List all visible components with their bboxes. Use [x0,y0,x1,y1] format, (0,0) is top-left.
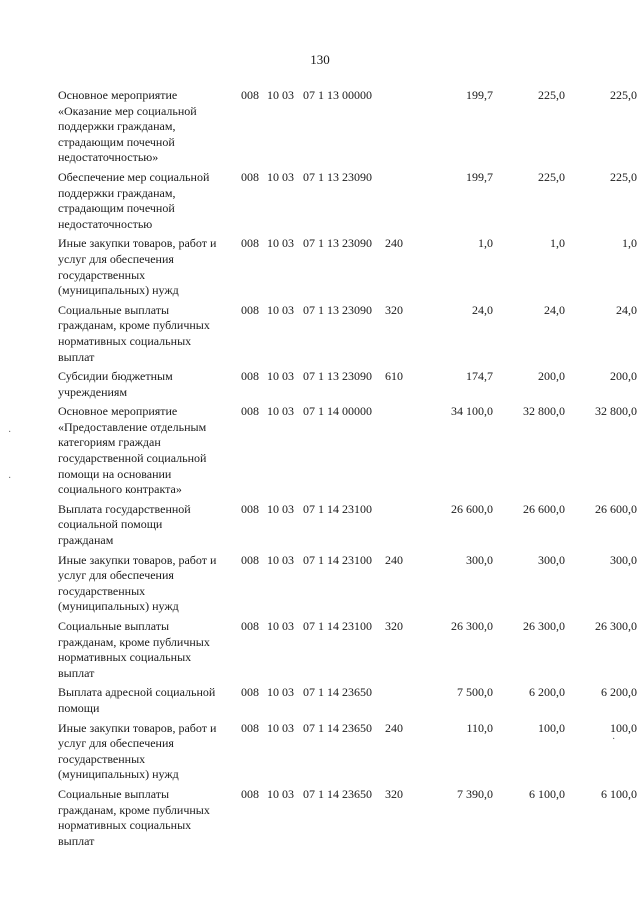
amount-year-3: 1,0 [622,236,637,251]
section-code: 10 03 [267,501,294,516]
row-codes [240,404,421,420]
section-code: 10 03 [267,236,294,251]
row-codes [240,553,421,569]
amount-year-3: 24,0 [616,302,637,317]
table-row [58,404,637,498]
amount-year-2: 26 600,0 [523,501,565,516]
table-row [58,786,637,849]
amount-year-1: 24,0 [472,302,493,317]
expense-type-code: 240 [385,236,403,251]
table-row [58,685,637,716]
expense-type-code: 320 [385,619,403,633]
amount-year-3: 225,0 [610,88,637,102]
row-name: Иные закупки товаров, работ и услуг для обеспечения государственных (муниципальных) нужд [58,236,217,298]
table-row [58,302,637,365]
table-row [58,552,637,615]
ministry-code: 008 [241,88,259,102]
ministry-code: 008 [241,369,259,384]
table-row [58,88,637,166]
amount-year-2: 225,0 [538,169,565,184]
row-codes [240,502,421,518]
amount-year-1: 34 100,0 [451,404,493,419]
expense-type-code: 320 [385,786,403,801]
section-code: 10 03 [267,552,294,567]
target-article-code: 07 1 13 23090 [303,169,372,184]
row-codes [240,721,421,737]
row-name: Социальные выплаты гражданам, кроме публичных нормативных социальных выплат [58,302,210,364]
amount-year-1: 1,0 [478,236,493,251]
expense-type-code: 240 [385,720,403,735]
amount-year-2: 300,0 [538,552,565,567]
ministry-code: 008 [241,501,259,516]
target-article-code: 07 1 13 23090 [303,236,372,251]
margin-scan-marks: · · [8,427,12,484]
row-codes [240,88,421,104]
row-name: Основное мероприятие «Оказание мер социальной поддержки гражданам, страдающим почечной недостаточностью» [58,88,197,165]
target-article-code: 07 1 14 23100 [303,552,372,567]
amount-year-3: 26 600,0 [595,501,637,516]
section-code: 10 03 [267,404,294,419]
row-codes [240,787,421,803]
amount-year-1: 7 500,0 [457,685,493,700]
ministry-code: 008 [241,169,259,184]
target-article-code: 07 1 13 23090 [303,369,372,384]
amount-year-3: 26 300,0 [595,619,637,633]
row-name: Социальные выплаты гражданам, кроме публичных нормативных социальных выплат [58,619,210,680]
scan-speck: · [612,734,616,745]
row-codes [240,369,421,385]
row-codes [240,236,421,252]
amount-year-3: 6 200,0 [601,685,637,700]
table-row [58,169,637,232]
section-code: 10 03 [267,786,294,801]
section-code: 10 03 [267,302,294,317]
ministry-code: 008 [241,236,259,251]
table-row [58,501,637,549]
amount-year-1: 26 600,0 [451,501,493,516]
amount-year-2: 6 200,0 [529,685,565,700]
amount-year-3: 32 800,0 [595,404,637,419]
page-number: 130 [310,52,330,67]
amount-year-2: 32 800,0 [523,404,565,419]
row-name: Выплата адресной социальной помощи [58,685,216,715]
table-row [58,236,637,298]
target-article-code: 07 1 14 23100 [303,501,372,516]
row-name: Выплата государственной социальной помощи гражданам [58,501,191,548]
amount-year-3: 6 100,0 [601,786,637,801]
target-article-code: 07 1 14 00000 [303,404,372,419]
row-codes [240,619,421,635]
row-name: Субсидии бюджетным учреждениям [58,369,173,399]
target-article-code: 07 1 13 00000 [303,88,372,102]
ministry-code: 008 [241,786,259,801]
section-code: 10 03 [267,685,294,700]
row-name: Основное мероприятие «Предоставление отдельным категориям граждан государственной социальной помощи на основании социального контракта» [58,404,207,497]
section-code: 10 03 [267,369,294,384]
amount-year-1: 110,0 [466,720,493,735]
amount-year-1: 174,7 [466,369,493,384]
target-article-code: 07 1 14 23100 [303,619,372,633]
expense-type-code: 240 [385,552,403,567]
ministry-code: 008 [241,720,259,735]
amount-year-2: 200,0 [538,369,565,384]
ministry-code: 008 [241,619,259,633]
amount-year-2: 1,0 [550,236,565,251]
row-name: Иные закупки товаров, работ и услуг для обеспечения государственных (муниципальных) нужд [58,720,217,782]
row-codes [240,170,421,186]
amount-year-1: 300,0 [466,552,493,567]
amount-year-2: 24,0 [544,302,565,317]
section-code: 10 03 [267,720,294,735]
row-codes [240,685,421,701]
table-row [58,369,637,400]
amount-year-2: 225,0 [538,88,565,102]
amount-year-2: 6 100,0 [529,786,565,801]
table-row [58,720,637,783]
expense-type-code: 320 [385,302,403,317]
amount-year-1: 7 390,0 [457,786,493,801]
amount-year-3: 225,0 [610,169,637,184]
amount-year-3: 200,0 [610,369,637,384]
amount-year-3: 100,0 [610,720,637,735]
ministry-code: 008 [241,552,259,567]
target-article-code: 07 1 13 23090 [303,302,372,317]
budget-table [58,88,637,849]
section-code: 10 03 [267,619,294,633]
target-article-code: 07 1 14 23650 [303,786,372,801]
ministry-code: 008 [241,685,259,700]
target-article-code: 07 1 14 23650 [303,685,372,700]
table-row [58,619,637,681]
target-article-code: 07 1 14 23650 [303,720,372,735]
row-name: Социальные выплаты гражданам, кроме публичных нормативных социальных выплат [58,786,210,848]
ministry-code: 008 [241,302,259,317]
amount-year-3: 300,0 [610,552,637,567]
amount-year-1: 199,7 [466,169,493,184]
row-name: Иные закупки товаров, работ и услуг для обеспечения государственных (муниципальных) нужд [58,552,217,614]
section-code: 10 03 [267,88,294,102]
row-codes [240,303,421,319]
amount-year-2: 100,0 [538,720,565,735]
amount-year-2: 26 300,0 [523,619,565,633]
section-code: 10 03 [267,169,294,184]
row-name: Обеспечение мер социальной поддержки гражданам, страдающим почечной недостаточностью [58,169,210,231]
amount-year-1: 199,7 [466,88,493,102]
ministry-code: 008 [241,404,259,419]
amount-year-1: 26 300,0 [451,619,493,633]
expense-type-code: 610 [385,369,403,384]
